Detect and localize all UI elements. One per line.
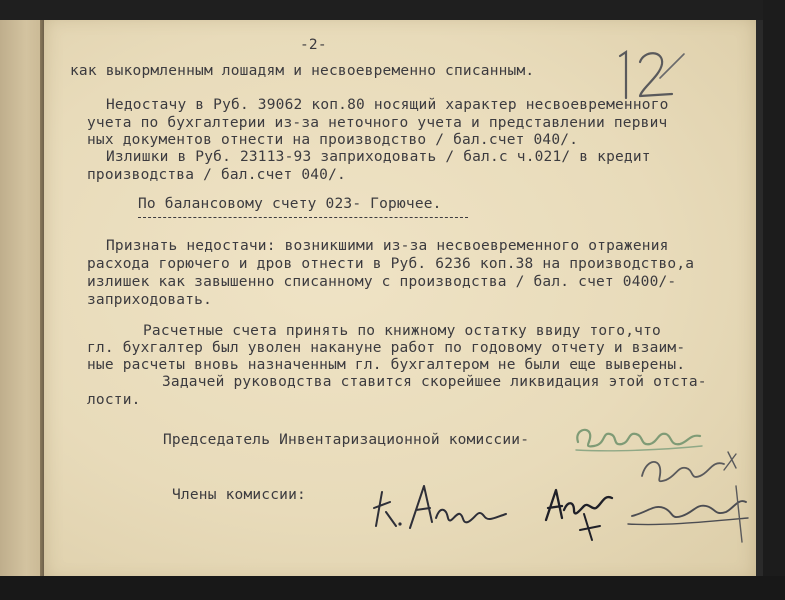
member-signature-3 [624,446,754,556]
text-line: Недостачу в Руб. 39062 коп.80 носящий характер несвоевременного [106,97,669,113]
text-line: ных документов отнести на производство / бал.счет 040/. [87,132,579,148]
members-label: Члены комиссии: [172,487,306,503]
section-heading: По балансовому счету 023- Горючее. [138,196,442,212]
text-line: гл. бухгалтер был уволен накануне работ по годовому отчету и взаим- [87,340,686,356]
scan-top-border [0,0,785,20]
text-line: Излишки в Руб. 23113-93 заприходовать / бал.с ч.021/ в кредит [106,149,651,165]
member-signature-1 [366,478,516,538]
scan-right-border [763,0,785,600]
text-line: Расчетные счета принять по книжному остатку ввиду того,что [143,323,661,339]
text-line: лости. [87,392,141,408]
scan-bottom-border [0,576,785,600]
text-line: Признать недостачи: возникшими из-за несвоевременного отражения [106,238,669,254]
member-signature-2 [540,480,630,546]
text-line: Задачей руководства ставится скорейшее ликвидация этой отста- [162,374,707,390]
adjacent-page-edge [0,6,44,586]
chairman-label: Председатель Инвентаризационной комиссии- [163,432,530,448]
text-line: как выкормленным лошадям и несвоевременно списанным. [70,63,535,79]
page-number: -2- [300,37,327,53]
text-line: расхода горючего и дров отнести в Руб. 6236 коп.38 на производство,а [87,256,695,272]
text-line: излишек как завышенно списанному с производства / бал. счет 0400/- [87,274,677,290]
text-line: ные расчеты вновь назначенным гл. бухгалтером не были еще выверены. [87,357,686,373]
heading-underline [138,217,468,218]
text-line: производства / бал.счет 040/. [87,167,346,183]
text-line: учета по бухгалтерии из-за неточного учета и представлении первич [87,115,668,131]
text-line: заприходовать. [87,292,213,308]
